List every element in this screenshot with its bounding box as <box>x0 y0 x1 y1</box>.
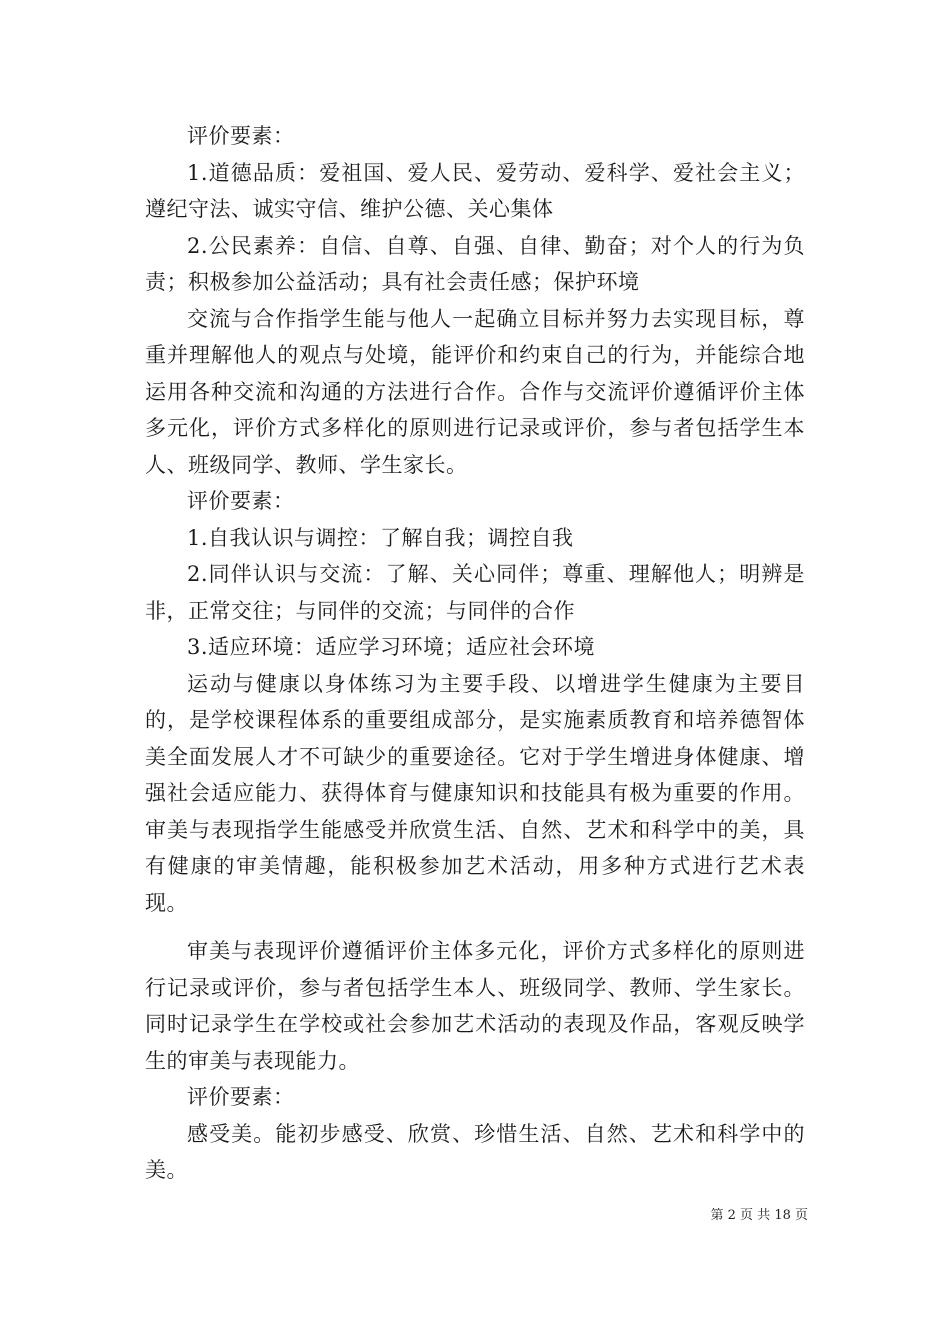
document-body <box>145 118 805 1189</box>
paragraph-civic-literacy: 2.公民素养：自信、自尊、自强、自律、勤奋；对个人的行为负责；积极参加公益活动；具有社会责任感；保护环境 <box>145 233 805 294</box>
paragraph-aesthetics-evaluation: 审美与表现评价遵循评价主体多元化，评价方式多样化的原则进行记录或评价，参与者包括学生本人、班级同学、教师、学生家长。同时记录学生在学校或社会参加艺术活动的表现及作品，客观反映学生的审美与表现能力。 <box>145 939 805 1073</box>
paragraph-self-awareness: 1.自我认识与调控：了解自我；调控自我 <box>187 525 574 550</box>
paragraph-evaluation-elements-heading: 评价要素： <box>187 489 295 513</box>
paragraph-evaluation-elements-heading: 评价要素： <box>187 124 295 148</box>
paragraph-adapt-environment: 3.适应环境：适应学习环境；适应社会环境 <box>187 635 596 659</box>
paragraph-peer-communication: 2.同伴认识与交流：了解、关心同伴；尊重、理解他人；明辨是非，正常交往；与同伴的交流；与同伴的合作 <box>145 562 805 623</box>
page-number: 第 2 页 共 18 页 <box>710 1208 808 1223</box>
paragraph-evaluation-elements-heading: 评价要素： <box>187 1085 295 1109</box>
paragraph-communication-cooperation: 交流与合作指学生能与他人一起确立目标并努力去实现目标，尊重并理解他人的观点与处境，能评价和约束自己的行为，并能综合地运用各种交流和沟通的方法进行合作。合作与交流评价遵循评价主体多元化，评价方式多样化的原则进行记录或评价，参与者包括学生本人、班级同学、教师、学生家长。 <box>145 306 805 477</box>
paragraph-sports-health: 运动与健康以身体练习为主要手段、以增进学生健康为主要目的，是学校课程体系的重要组成部分，是实施素质教育和培养德智体美全面发展人才不可缺少的重要途径。它对于学生增进身体健康、增强社会适应能力、获得体育与健康知识和技能具有极为重要的作用。审美与表现指学生能感受并欣赏生活、自然、艺术和科学中的美，具有健康的审美情趣，能积极参加艺术活动，用多种方式进行艺术表现。 <box>145 671 805 915</box>
paragraph-feel-beauty: 感受美。能初步感受、欣赏、珍惜生活、自然、艺术和科学中的美。 <box>145 1121 805 1182</box>
paragraph-moral-quality: 1.道德品质：爱祖国、爱人民、爱劳动、爱科学、爱社会主义；遵纪守法、诚实守信、维护公德、关心集体 <box>145 160 805 221</box>
